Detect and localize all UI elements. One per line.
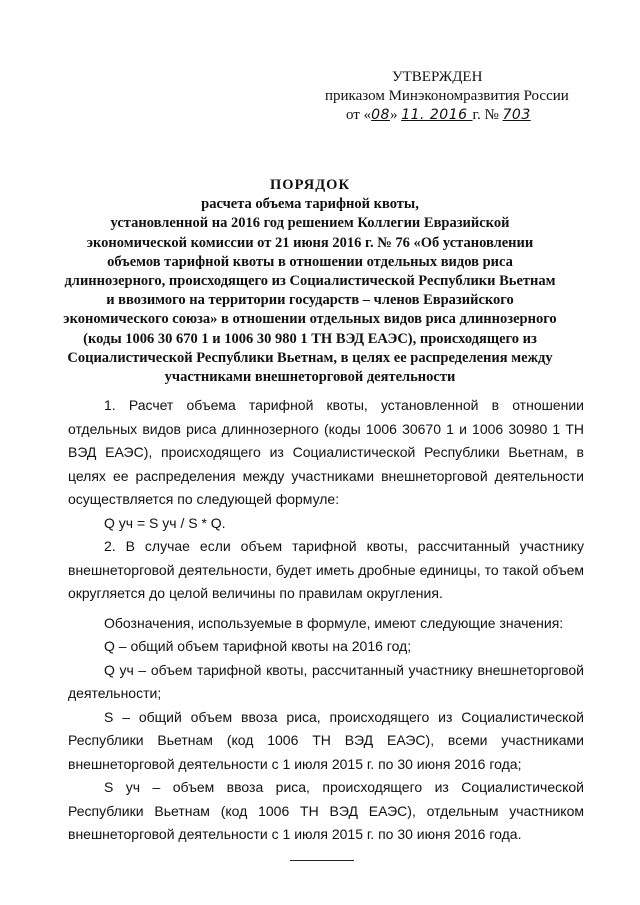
approval-title: УТВЕРЖДЕН <box>392 69 483 85</box>
paragraph-2: 2. В случае если объем тарифной квоты, рассчитанный участнику внешнеторговой деятельности, будет иметь дробные единицы, то такой объем округляется до целой величины по правилам округления. <box>68 538 584 601</box>
document-body <box>68 394 584 847</box>
handwritten-order-number: 703 <box>502 107 531 123</box>
heading-line: установленной на 2016 год решением Коллегии Евразийской <box>110 215 510 232</box>
date-mid: » <box>389 107 398 123</box>
heading-line: объемов тарифной квоты в отношении отдельных видов риса <box>107 253 513 270</box>
end-divider <box>290 860 354 861</box>
handwritten-day: 08 <box>371 107 390 123</box>
heading-line: расчета объема тарифной квоты, <box>201 196 419 213</box>
date-prefix: от « <box>346 107 372 123</box>
year-suffix: г. № <box>472 107 499 123</box>
heading-line: длиннозерного, происходящего из Социалистической Республики Вьетнам <box>64 273 556 290</box>
approval-date-line <box>322 106 612 125</box>
approval-order-line: приказом Минэкономразвития России <box>325 88 569 104</box>
heading-line: Социалистической Республики Вьетнам, в целях ее распределения между <box>67 349 553 366</box>
document-title: ПОРЯДОК <box>270 177 350 193</box>
formula: Q уч = S уч / S * Q. <box>104 514 226 531</box>
heading-line: участниками внешнеторговой деятельности <box>164 369 456 386</box>
paragraph-1: 1. Расчет объема тарифной квоты, установленной в отношении отдельных видов риса длиннозерного (коды 1006 30670 1 и 1006 30980 1 ТН ВЭД ЕАЭС), происходящего из Социалистической Республики Вьетнам, в целях ее распределения между участниками внешнеторговой деятельности осуществляется по следующей формуле: <box>68 397 584 507</box>
heading-line: экономической комиссии от 21 июня 2016 г. № 76 «Об установлении <box>86 234 534 251</box>
definition-q-uch: Q уч – объем тарифной квоты, рассчитанный участнику внешнеторговой деятельности; <box>68 661 584 701</box>
paragraph-3: Обозначения, используемые в формуле, имеют следующие значения: <box>104 614 564 631</box>
document-heading <box>50 176 570 387</box>
approval-stamp <box>322 68 612 125</box>
handwritten-month-year: 11. 2016 <box>401 107 473 123</box>
heading-line: и ввозимого на территории государств – членов Евразийского <box>106 292 514 309</box>
definition-q: Q – общий объем тарифной квоты на 2016 год; <box>104 638 412 654</box>
heading-line: экономического союза» в отношении отдельных видов риса длиннозерного <box>63 311 557 328</box>
definition-s: S – общий объем ввоза риса, происходящего из Социалистической Республики Вьетнам (код 1006 ТН ВЭД ЕАЭС), всеми участниками внешнеторговой деятельности с 1 июля 2015 г. по 30 июня 2016 года; <box>68 708 584 772</box>
heading-line: (коды 1006 30 670 1 и 1006 30 980 1 ТН ВЭД ЕАЭС), происходящего из <box>83 330 537 347</box>
definition-s-uch: S уч – объем ввоза риса, происходящего из Социалистической Республики Вьетнам (код 1006 ТН ВЭД ЕАЭС), отдельным участником внешнеторговой деятельности с 1 июля 2015 г. по 30 июня 2016 года. <box>68 779 584 842</box>
